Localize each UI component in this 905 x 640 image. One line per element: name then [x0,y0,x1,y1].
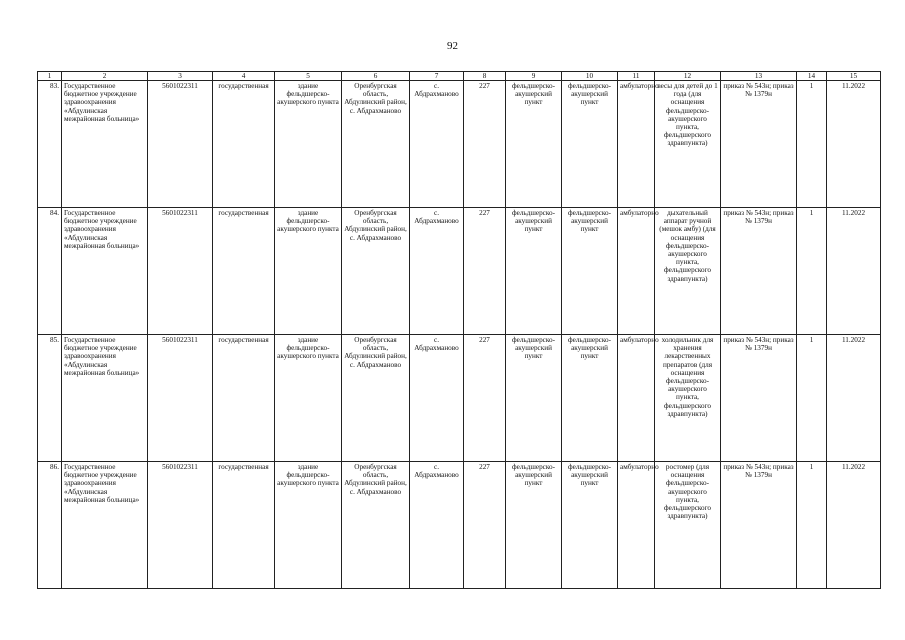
building-cell: здание фельдшерско-акушерского пункта [275,81,342,208]
column-header: 6 [342,72,410,81]
equipment-cell: ростомер (для оснащения фельдшерско-акушерского пункта, фельдшерского здравпункта) [655,462,721,589]
inn-cell: 5601022311 [148,462,213,589]
quantity-cell: 1 [797,208,827,335]
quantity-cell: 1 [797,81,827,208]
column-header: 9 [506,72,562,81]
orders-cell: приказ № 543н; приказ № 1379н [721,462,797,589]
code-cell: 227 [464,462,506,589]
ownership-cell: государственная [213,335,275,462]
address-cell: Оренбургская область, Абдулинский район, с. Абдрахманово [342,81,410,208]
locality-cell: с. Абдрахманово [410,335,464,462]
row-number: 84. [38,208,62,335]
quantity-cell: 1 [797,335,827,462]
code-cell: 227 [464,81,506,208]
column-header: 13 [721,72,797,81]
quantity-cell: 1 [797,462,827,589]
date-cell: 11.2022 [827,335,881,462]
inn-cell: 5601022311 [148,208,213,335]
organization-cell: Государственное бюджетное учреждение здравоохранения «Абдулинская межрайонная больница» [62,335,148,462]
locality-cell: с. Абдрахманово [410,462,464,589]
ownership-cell: государственная [213,81,275,208]
header-row [38,72,881,81]
column-header: 8 [464,72,506,81]
address-cell: Оренбургская область, Абдулинский район, с. Абдрахманово [342,335,410,462]
equipment-cell: весы для детей до 1 года (для оснащения фельдшерско-акушерского пункта, фельдшерского здравпункта) [655,81,721,208]
ownership-cell: государственная [213,462,275,589]
date-cell: 11.2022 [827,208,881,335]
column-header: 15 [827,72,881,81]
care-form-cell: амбулаторно [618,81,655,208]
column-header: 2 [62,72,148,81]
locality-cell: с. Абдрахманово [410,208,464,335]
facility-type-cell: фельдшерско-акушерский пункт [506,462,562,589]
equipment-cell: дыхательный аппарат ручной (мешок амбу) (для оснащения фельдшерско-акушерского пункта, фельдшерского здравпункта) [655,208,721,335]
table-row [38,81,881,208]
facility-type-cell: фельдшерско-акушерский пункт [562,81,618,208]
building-cell: здание фельдшерско-акушерского пункта [275,335,342,462]
column-header: 10 [562,72,618,81]
date-cell: 11.2022 [827,81,881,208]
page-number: 92 [447,40,458,52]
facility-type-cell: фельдшерско-акушерский пункт [506,208,562,335]
column-header: 5 [275,72,342,81]
care-form-cell: амбулаторно [618,335,655,462]
column-header: 11 [618,72,655,81]
address-cell: Оренбургская область, Абдулинский район, с. Абдрахманово [342,208,410,335]
column-header: 7 [410,72,464,81]
organization-cell: Государственное бюджетное учреждение здравоохранения «Абдулинская межрайонная больница» [62,208,148,335]
orders-cell: приказ № 543н; приказ № 1379н [721,335,797,462]
care-form-cell: амбулаторно [618,462,655,589]
organization-cell: Государственное бюджетное учреждение здравоохранения «Абдулинская межрайонная больница» [62,462,148,589]
inn-cell: 5601022311 [148,81,213,208]
locality-cell: с. Абдрахманово [410,81,464,208]
date-cell: 11.2022 [827,462,881,589]
address-cell: Оренбургская область, Абдулинский район, с. Абдрахманово [342,462,410,589]
code-cell: 227 [464,335,506,462]
equipment-cell: холодильник для хранения лекарственных препаратов (для оснащения фельдшерско-акушерского пункта, фельдшерского здравпункта) [655,335,721,462]
row-number: 85. [38,335,62,462]
code-cell: 227 [464,208,506,335]
facility-type-cell: фельдшерско-акушерский пункт [562,208,618,335]
table-row [38,462,881,589]
table-row [38,208,881,335]
organization-cell: Государственное бюджетное учреждение здравоохранения «Абдулинская межрайонная больница» [62,81,148,208]
column-header: 3 [148,72,213,81]
care-form-cell: амбулаторно [618,208,655,335]
column-header: 4 [213,72,275,81]
ownership-cell: государственная [213,208,275,335]
facility-type-cell: фельдшерско-акушерский пункт [506,335,562,462]
equipment-table [37,71,881,589]
table-row [38,335,881,462]
facility-type-cell: фельдшерско-акушерский пункт [506,81,562,208]
row-number: 83. [38,81,62,208]
facility-type-cell: фельдшерско-акушерский пункт [562,335,618,462]
column-header: 12 [655,72,721,81]
column-header: 14 [797,72,827,81]
building-cell: здание фельдшерско-акушерского пункта [275,208,342,335]
orders-cell: приказ № 543н; приказ № 1379н [721,81,797,208]
inn-cell: 5601022311 [148,335,213,462]
column-header: 1 [38,72,62,81]
building-cell: здание фельдшерско-акушерского пункта [275,462,342,589]
facility-type-cell: фельдшерско-акушерский пункт [562,462,618,589]
row-number: 86. [38,462,62,589]
orders-cell: приказ № 543н; приказ № 1379н [721,208,797,335]
